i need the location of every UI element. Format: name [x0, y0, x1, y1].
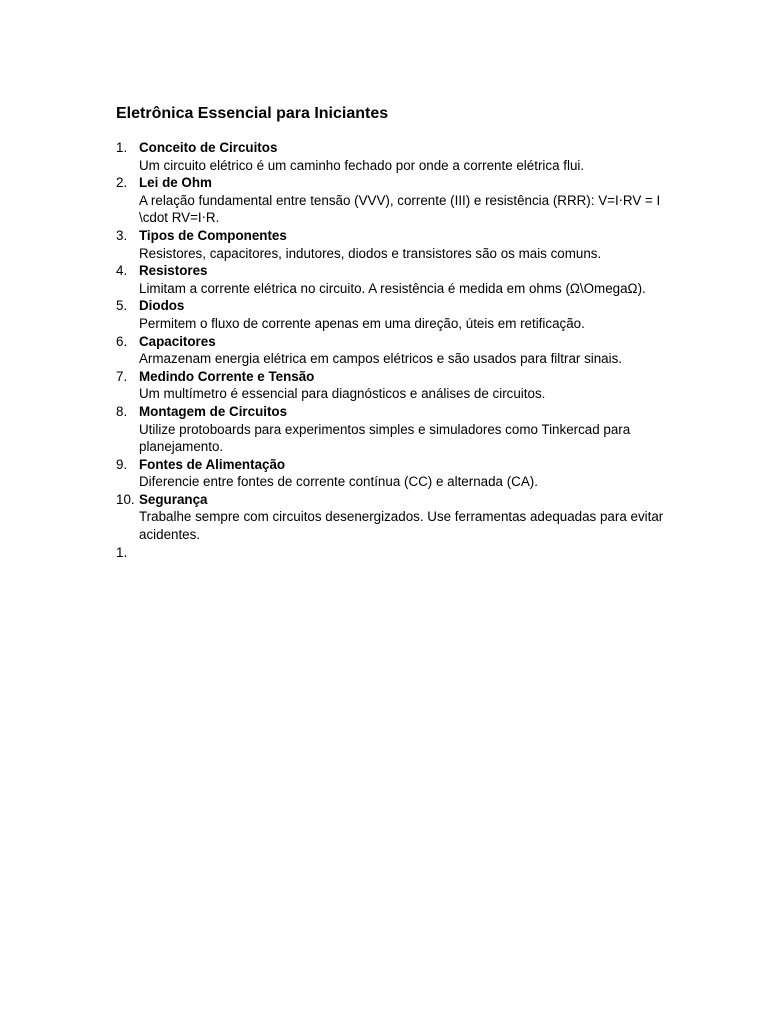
list-item [116, 403, 678, 456]
item-heading: Conceito de Circuitos [139, 140, 278, 155]
item-text: Diferencie entre fontes de corrente contínua (CC) e alternada (CA). [139, 474, 538, 490]
document-title: Eletrônica Essencial para Iniciantes [116, 105, 389, 122]
list-item [116, 139, 678, 174]
item-number: 8. [116, 403, 128, 419]
item-text: Limitam a corrente elétrica no circuito. A resistência é medida em ohms (Ω\OmegaΩ). [139, 280, 646, 296]
item-number: 7. [116, 368, 128, 384]
item-number: 3. [116, 227, 128, 243]
item-number: 6. [116, 333, 128, 349]
item-number: 2. [116, 175, 128, 191]
item-text: Resistores, capacitores, indutores, diodos e transistores são os mais comuns. [139, 245, 602, 261]
item-number: 9. [116, 456, 128, 472]
list-item [116, 174, 678, 227]
list-item [116, 333, 678, 368]
item-text: A relação fundamental entre tensão (VVV), corrente (III) e resistência (RRR): V=I⋅RV = I \cdot RV=I⋅R. [139, 192, 661, 226]
list-item [116, 368, 678, 403]
item-heading: Diodos [139, 298, 185, 314]
item-text: Um circuito elétrico é um caminho fechado por onde a corrente elétrica flui. [139, 157, 585, 173]
list-item [116, 491, 678, 544]
item-number: 1. [116, 544, 128, 560]
item-text: Um multímetro é essencial para diagnósticos e análises de circuitos. [139, 386, 546, 402]
item-text: Trabalhe sempre com circuitos desenergizados. Use ferramentas adequadas para evitar acidentes. [139, 509, 664, 543]
item-heading: Medindo Corrente e Tensão [139, 368, 315, 384]
item-heading: Resistores [139, 263, 208, 279]
item-number: 10. [116, 491, 135, 507]
list-item [116, 262, 678, 297]
list-item [116, 227, 678, 262]
list-item [116, 456, 678, 491]
item-heading: Lei de Ohm [139, 175, 212, 191]
item-heading: Segurança [139, 491, 208, 507]
item-heading: Capacitores [139, 333, 216, 349]
list-item [116, 297, 678, 332]
item-text: Armazenam energia elétrica em campos elétricos e são usados para filtrar sinais. [139, 351, 623, 367]
item-heading: Montagem de Circuitos [139, 403, 288, 419]
item-text: Utilize protoboards para experimentos simples e simuladores como Tinkercad para planejamento. [139, 421, 631, 455]
item-text: Permitem o fluxo de corrente apenas em uma direção, úteis em retificação. [139, 315, 585, 331]
item-number: 1. [116, 140, 128, 155]
topic-list [116, 139, 678, 560]
item-heading: Fontes de Alimentação [139, 456, 286, 472]
item-number: 5. [116, 298, 128, 314]
item-heading: Tipos de Componentes [139, 227, 287, 243]
item-number: 4. [116, 263, 128, 279]
